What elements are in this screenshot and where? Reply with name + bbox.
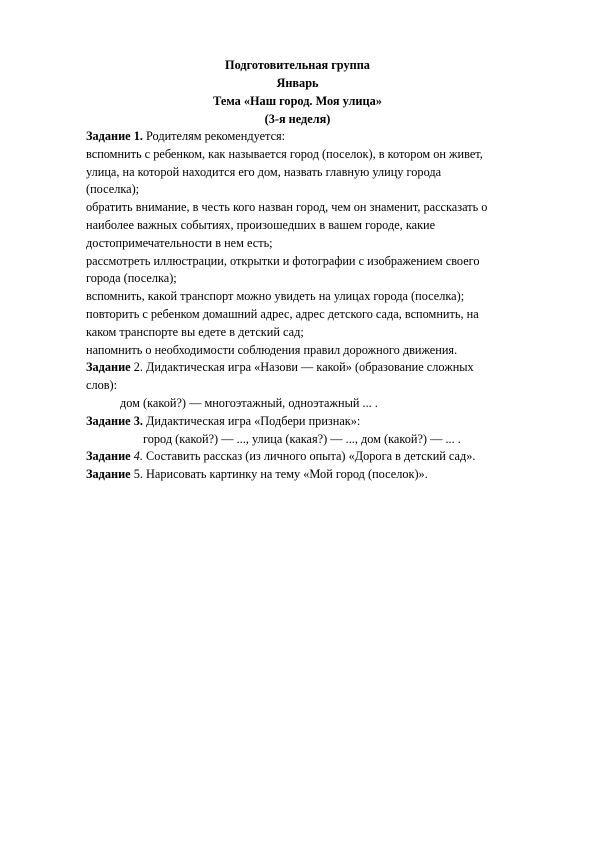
task1-line: обратить внимание, в честь кого назван город, чем он знаменит, рассказать о	[86, 200, 488, 215]
task5-heading	[86, 466, 556, 484]
document-header	[0, 56, 595, 128]
task4-number: 4.	[130, 449, 143, 464]
task1-line: города (поселка);	[86, 271, 177, 286]
task1-line: вспомнить, какой транспорт можно увидеть на улицах города (поселка);	[86, 289, 465, 304]
task1-line: рассмотреть иллюстрации, открытки и фотографии с изображением своего	[86, 253, 480, 268]
group-title: Подготовительная группа	[225, 58, 370, 72]
task3-label: Задание 3.	[86, 413, 143, 428]
task2-text-cont: слов):	[86, 378, 118, 393]
task4-heading	[86, 448, 556, 466]
task1-line: (поселка);	[86, 182, 140, 197]
task1-line: наиболее важных событиях, произошедших в вашем городе, какие	[86, 217, 436, 232]
task3-text: Дидактическая игра «Подбери признак»:	[142, 413, 361, 428]
task1-heading	[86, 128, 556, 146]
task2-example: дом (какой?) — многоэтажный, одноэтажный ... .	[120, 395, 378, 410]
task2-label: Задание	[86, 360, 131, 375]
task2-text: 2. Дидактическая игра «Назови — какой» (образование сложных	[130, 360, 474, 375]
task1-line: вспомнить с ребенком, как называется город (поселок), в котором он живет,	[86, 146, 483, 161]
task1-intro: Родителям рекомендуется:	[142, 129, 286, 143]
week-title: (3-я неделя)	[264, 112, 331, 126]
task4-label: Задание	[86, 449, 131, 464]
task3-example: город (какой?) — ..., улица (какая?) — ..., дом (какой?) — ... .	[143, 431, 461, 446]
document-body	[86, 128, 556, 484]
task2-heading	[86, 359, 556, 377]
task5-text: 5. Нарисовать картинку на тему «Мой город (поселок)».	[130, 467, 428, 482]
task1-line: повторить с ребенком домашний адрес, адрес детского сада, вспомнить, на	[86, 306, 479, 321]
task1-label: Задание 1.	[86, 129, 143, 143]
task4-text: Составить рассказ (из личного опыта) «Дорога в детский сад».	[142, 449, 476, 464]
task3-heading	[86, 413, 556, 431]
theme-title: Тема «Наш город. Моя улица»	[213, 94, 382, 108]
task1-line: каком транспорте вы едете в детский сад;	[86, 324, 304, 339]
task5-label: Задание	[86, 467, 131, 482]
month-title: Январь	[276, 76, 319, 90]
task1-line: достопримечательности в нем есть;	[86, 235, 273, 250]
task1-line: напомнить о необходимости соблюдения правил дорожного движения.	[86, 342, 458, 357]
task1-line: улица, на которой находится его дом, назвать главную улицу города	[86, 164, 442, 179]
